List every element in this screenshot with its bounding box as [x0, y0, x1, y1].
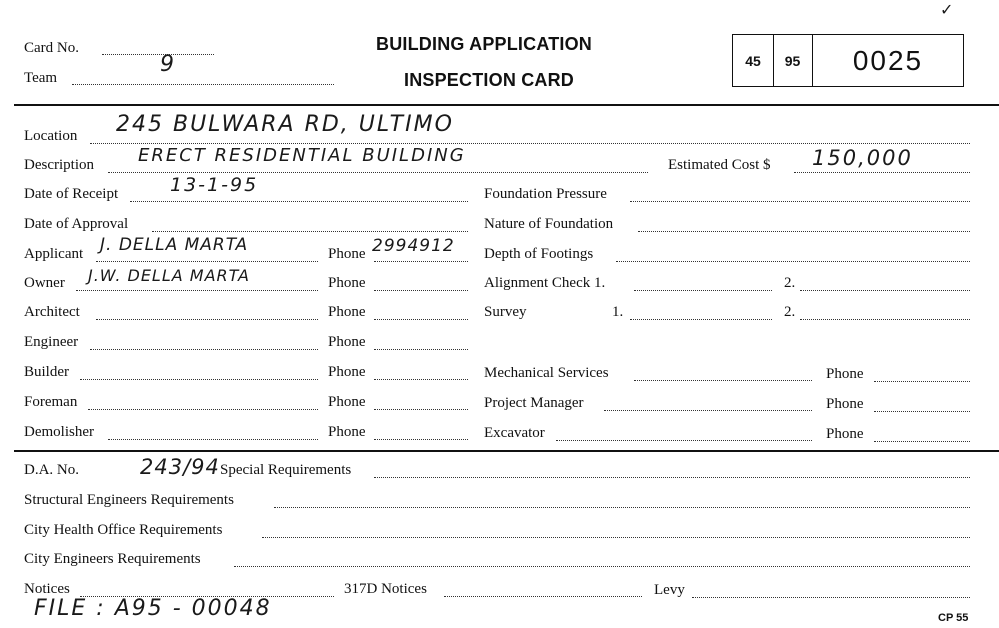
form-code: CP 55	[938, 612, 969, 624]
builder-line	[80, 379, 318, 380]
file-reference: FILE : A95 - 00048	[34, 596, 272, 621]
card-no-line	[102, 54, 214, 55]
date-receipt-label: Date of Receipt	[24, 186, 119, 202]
box-cell-2: 95	[773, 35, 813, 86]
depth-footings-line	[616, 261, 970, 262]
health-requirements-line	[262, 537, 970, 538]
excavator-line	[556, 440, 812, 441]
engineer-phone-label: Phone	[328, 334, 366, 350]
architect-line	[96, 319, 318, 320]
owner-label: Owner	[24, 275, 65, 291]
team-value: 9	[160, 52, 176, 77]
depth-footings-label: Depth of Footings	[484, 246, 594, 262]
levy-line	[692, 597, 970, 598]
project-manager-phone-label: Phone	[826, 396, 864, 412]
demolisher-label: Demolisher	[24, 424, 94, 440]
corner-check-mark: ✓	[940, 0, 956, 19]
builder-phone-label: Phone	[328, 364, 366, 380]
owner-value: J.W. DELLA MARTA	[88, 266, 250, 285]
notices-317d-line	[444, 596, 642, 597]
alignment-check-label: Alignment Check 1.	[484, 275, 606, 291]
foreman-phone-label: Phone	[328, 394, 366, 410]
mechanical-phone-label: Phone	[826, 366, 864, 382]
da-no-label: D.A. No.	[24, 462, 79, 478]
owner-line	[76, 290, 318, 291]
health-requirements-label: City Health Office Requirements	[24, 522, 223, 538]
applicant-phone-line	[374, 261, 468, 262]
mechanical-services-line	[634, 380, 812, 381]
team-label: Team	[24, 70, 58, 86]
builder-label: Builder	[24, 364, 69, 380]
alignment-check-1-line	[634, 290, 772, 291]
builder-phone-line	[374, 379, 468, 380]
survey-label: Survey	[484, 304, 527, 320]
demolisher-phone-label: Phone	[328, 424, 366, 440]
nature-foundation-line	[638, 231, 970, 232]
architect-phone-line	[374, 319, 468, 320]
foreman-line	[88, 409, 318, 410]
structural-requirements-label: Structural Engineers Requirements	[24, 492, 234, 508]
city-engineers-requirements-line	[234, 566, 970, 567]
estimated-cost-line	[794, 172, 970, 173]
survey-2-line	[800, 319, 970, 320]
alignment-check-2-line	[800, 290, 970, 291]
project-manager-label: Project Manager	[484, 395, 584, 411]
applicant-value: J. DELLA MARTA	[100, 235, 249, 255]
project-manager-phone-line	[874, 411, 970, 412]
middle-rule	[14, 450, 999, 452]
applicant-line	[96, 261, 318, 262]
description-label: Description	[24, 157, 94, 173]
excavator-phone-line	[874, 441, 970, 442]
nature-foundation-label: Nature of Foundation	[484, 216, 614, 232]
card-number-box	[732, 34, 964, 87]
applicant-phone-label: Phone	[328, 246, 366, 262]
foundation-pressure-line	[630, 201, 970, 202]
notices-label: Notices	[24, 581, 70, 597]
location-value: 245 BULWARA RD, ULTIMO	[116, 112, 454, 137]
title-line-2: INSPECTION CARD	[404, 70, 575, 90]
date-receipt-line	[130, 201, 468, 202]
engineer-phone-line	[374, 349, 468, 350]
estimated-cost-label: Estimated Cost $	[668, 157, 771, 173]
alignment-check-2-label: 2.	[784, 275, 796, 291]
owner-phone-line	[374, 290, 468, 291]
special-requirements-label: Special Requirements	[220, 462, 352, 478]
foundation-pressure-label: Foundation Pressure	[484, 186, 607, 202]
survey-2-label: 2.	[784, 304, 796, 320]
date-approval-label: Date of Approval	[24, 216, 129, 232]
description-line	[108, 172, 648, 173]
top-rule	[14, 104, 999, 106]
excavator-phone-label: Phone	[826, 426, 864, 442]
excavator-label: Excavator	[484, 425, 545, 441]
demolisher-phone-line	[374, 439, 468, 440]
project-manager-line	[604, 410, 812, 411]
architect-label: Architect	[24, 304, 80, 320]
engineer-label: Engineer	[24, 334, 79, 350]
applicant-label: Applicant	[24, 246, 84, 262]
location-line	[90, 143, 970, 144]
survey-1-label: 1.	[612, 304, 624, 320]
mechanical-phone-line	[874, 381, 970, 382]
levy-label: Levy	[654, 582, 685, 598]
title-line-1: BUILDING APPLICATION	[376, 34, 592, 54]
team-line	[72, 84, 334, 85]
notices-317d-label: 317D Notices	[344, 581, 427, 597]
architect-phone-label: Phone	[328, 304, 366, 320]
owner-phone-label: Phone	[328, 275, 366, 291]
description-value: ERECT RESIDENTIAL BUILDING	[138, 145, 466, 166]
applicant-phone-value: 2994912	[372, 236, 455, 256]
card-no-label: Card No.	[24, 40, 79, 56]
location-label: Location	[24, 128, 78, 144]
box-cell-1: 45	[733, 35, 774, 86]
date-receipt-value: 13-1-95	[170, 174, 259, 196]
city-engineers-requirements-label: City Engineers Requirements	[24, 551, 201, 567]
survey-1-line	[630, 319, 772, 320]
special-requirements-line	[374, 477, 970, 478]
foreman-label: Foreman	[24, 394, 78, 410]
box-number: 0025	[852, 44, 924, 76]
estimated-cost-value: 150,000	[812, 146, 913, 170]
structural-requirements-line	[274, 507, 970, 508]
engineer-line	[90, 349, 318, 350]
foreman-phone-line	[374, 409, 468, 410]
date-approval-line	[152, 231, 468, 232]
da-no-value: 243/94	[140, 455, 220, 479]
mechanical-services-label: Mechanical Services	[484, 365, 609, 381]
demolisher-line	[108, 439, 318, 440]
